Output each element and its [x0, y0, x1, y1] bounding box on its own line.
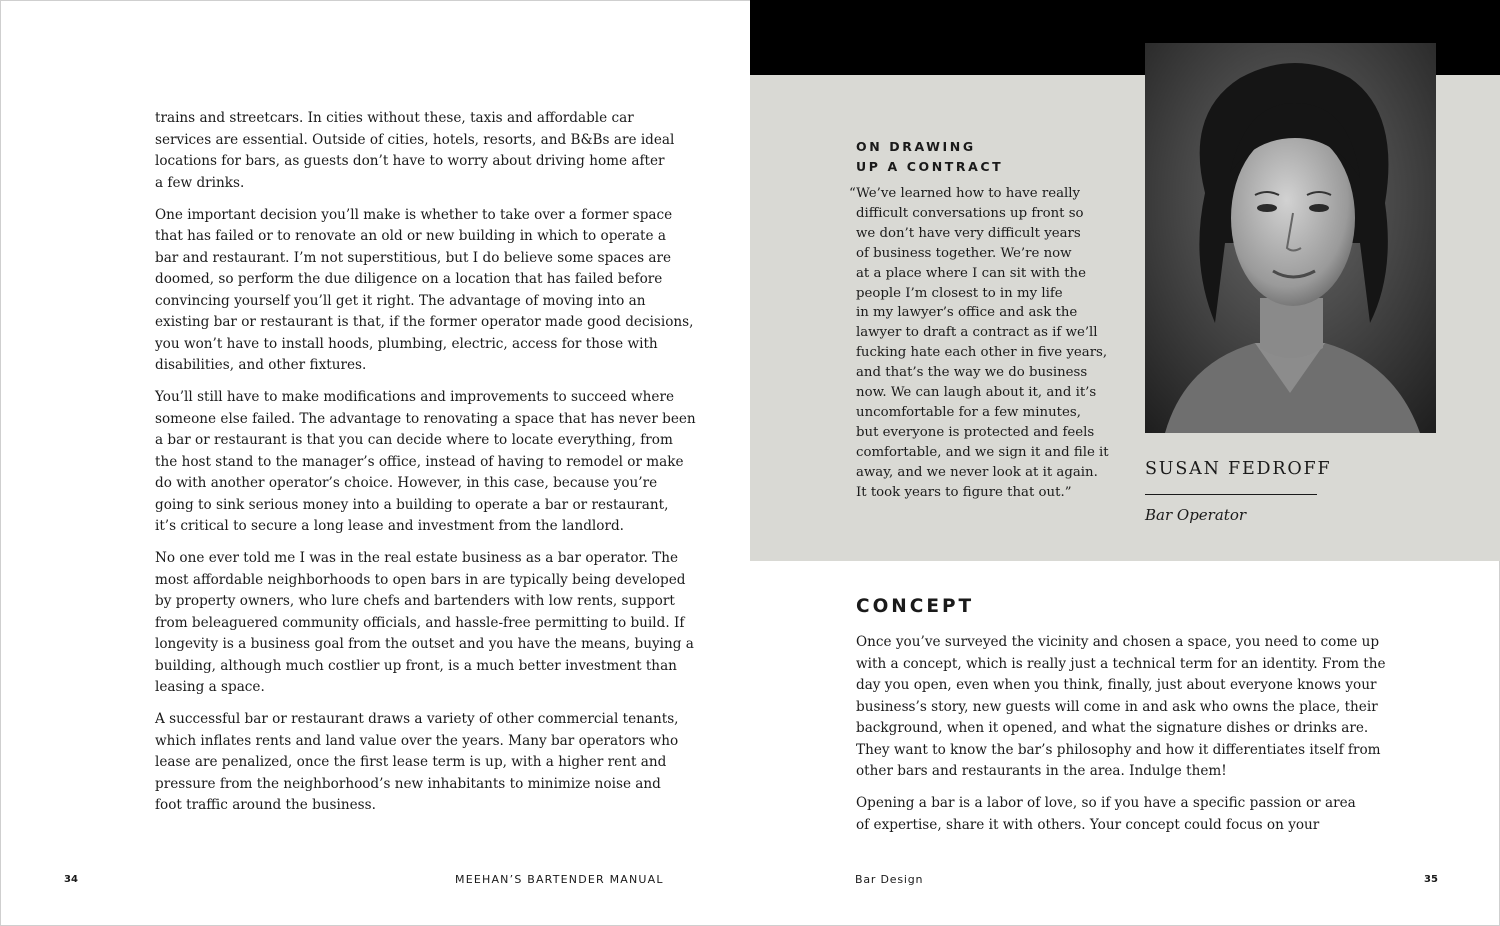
text-line: a bar or restaurant is that you can decide where to locate everything, from	[155, 432, 673, 448]
text-line: by property owners, who lure chefs and bartenders with low rents, support	[155, 593, 675, 609]
text-line: most affordable neighborhoods to open bars in are typically being developed	[155, 571, 686, 588]
text-line: trains and streetcars. In cities without these, taxis and affordable car	[155, 110, 634, 126]
text-line: going to sink serious money into a building to operate a bar or restaurant,	[155, 496, 669, 513]
text-line: convincing yourself you’ll get it right. The advantage of moving into an	[155, 292, 646, 309]
quote-line: we don’t have very difficult years	[856, 225, 1081, 241]
quote-line: lawyer to draft a contract as if we’ll	[856, 325, 1098, 341]
text-line: doomed, so perform the due diligence on a location that has failed before	[155, 271, 663, 287]
paragraph	[155, 548, 694, 699]
quote-line: It took years to figure that out.”	[856, 484, 1072, 500]
quote-line: and that’s the way we do business	[856, 365, 1088, 381]
paragraph	[856, 632, 1386, 783]
page-number-right: 35	[1424, 874, 1438, 885]
quote-line: “We’ve learned how to have really	[849, 186, 1081, 201]
text-line: services are essential. Outside of cities, hotels, resorts, and B&Bs are ideal	[155, 131, 675, 148]
text-line: a few drinks.	[155, 174, 245, 191]
person-role: Bar Operator	[1145, 506, 1247, 524]
text-line: business’s story, new guests will come in and ask who owns the place, their	[856, 698, 1378, 715]
quote-line: people I’m closest to in my life	[856, 285, 1063, 301]
person-name: SUSAN FEDROFF	[1145, 459, 1332, 479]
text-line: You’ll still have to make modifications and improvements to succeed where	[155, 389, 674, 405]
text-line: bar and restaurant. I’m not superstitious, but I do believe some spaces are	[155, 249, 672, 266]
quote-line: uncomfortable for a few minutes,	[856, 404, 1081, 420]
text-line: One important decision you’ll make is whether to take over a former space	[155, 206, 673, 223]
section-heading: CONCEPT	[856, 596, 975, 617]
quote-line: away, and we never look at it again.	[856, 464, 1098, 480]
text-line: of expertise, share it with others. Your concept could focus on your	[856, 816, 1320, 833]
quote-heading	[856, 137, 1076, 177]
text-line: from beleaguered community officials, and hassle-free permitting to build. If	[155, 614, 685, 631]
text-line: do with another operator’s choice. However, in this case, because you’re	[155, 475, 658, 491]
page-number-left: 34	[64, 874, 78, 885]
running-footer-left: MEEHAN’S BARTENDER MANUAL	[455, 873, 664, 886]
text-line: someone else failed. The advantage to renovating a space that has never been	[155, 410, 696, 427]
quote-line: comfortable, and we sign it and file it	[856, 444, 1109, 460]
left-body-text	[155, 108, 696, 827]
text-line: Once you’ve surveyed the vicinity and chosen a space, you need to come up	[856, 634, 1380, 650]
text-line: which inflates rents and land value over the years. Many bar operators who	[155, 732, 679, 749]
pull-quote	[849, 184, 1109, 503]
text-line: that has failed or to renovate an old or new building in which to operate a	[155, 228, 666, 244]
quote-line: difficult conversations up front so	[856, 205, 1084, 221]
text-line: you won’t have to install hoods, plumbing, electric, access for those with	[155, 335, 658, 352]
text-line: background, when it opened, and what the signature dishes or drinks are.	[856, 720, 1369, 736]
text-line: locations for bars, as guests don’t have to worry about driving home after	[155, 153, 665, 169]
text-line: They want to know the bar’s philosophy and how it differentiates itself from	[856, 741, 1381, 758]
text-line: leasing a space.	[155, 679, 265, 695]
text-line: A successful bar or restaurant draws a variety of other commercial tenants,	[155, 711, 679, 727]
quote-heading-line: UP A CONTRACT	[856, 159, 1004, 174]
text-line: the host stand to the manager’s office, instead of having to remodel or make	[155, 453, 684, 470]
quote-line: of business together. We’re now	[856, 245, 1072, 261]
text-line: lease are penalized, once the first lease term is up, with a higher rent and	[155, 754, 667, 770]
text-line: foot traffic around the business.	[155, 797, 376, 813]
text-line: disabilities, and other fixtures.	[155, 357, 367, 373]
text-line: longevity is a business goal from the outset and you have the means, buying a	[155, 636, 694, 652]
paragraph	[155, 709, 679, 817]
text-line: other bars and restaurants in the area. Indulge them!	[856, 763, 1227, 779]
running-footer-right: Bar Design	[855, 873, 924, 886]
text-line: No one ever told me I was in the real estate business as a bar operator. The	[155, 550, 679, 566]
text-line: day you open, even when you think, finally, just about everyone knows your	[856, 677, 1377, 693]
text-line: with a concept, which is really just a technical term for an identity. From the	[856, 655, 1386, 672]
right-body-text	[856, 632, 1386, 847]
paragraph	[155, 205, 694, 377]
quote-line: in my lawyer’s office and ask the	[856, 305, 1078, 321]
portrait-photo	[1145, 43, 1436, 433]
quote-heading-line: ON DRAWING	[856, 139, 976, 154]
quote-line: but everyone is protected and feels	[856, 424, 1095, 440]
text-line: pressure from the neighborhood’s new inhabitants to minimize noise and	[155, 775, 661, 792]
text-line: it’s critical to secure a long lease and investment from the landlord.	[155, 518, 624, 534]
quote-line: at a place where I can sit with the	[856, 265, 1086, 281]
divider	[1145, 494, 1317, 495]
text-line: Opening a bar is a labor of love, so if you have a specific passion or area	[856, 795, 1356, 811]
quote-line: now. We can laugh about it, and it’s	[856, 385, 1097, 401]
paragraph	[155, 108, 675, 194]
quote-line: fucking hate each other in five years,	[856, 345, 1108, 361]
paragraph	[155, 387, 696, 538]
paragraph	[856, 793, 1356, 836]
text-line: building, although much costlier up front, is a much better investment than	[155, 657, 677, 674]
text-line: existing bar or restaurant is that, if the former operator made good decisions,	[155, 314, 694, 330]
